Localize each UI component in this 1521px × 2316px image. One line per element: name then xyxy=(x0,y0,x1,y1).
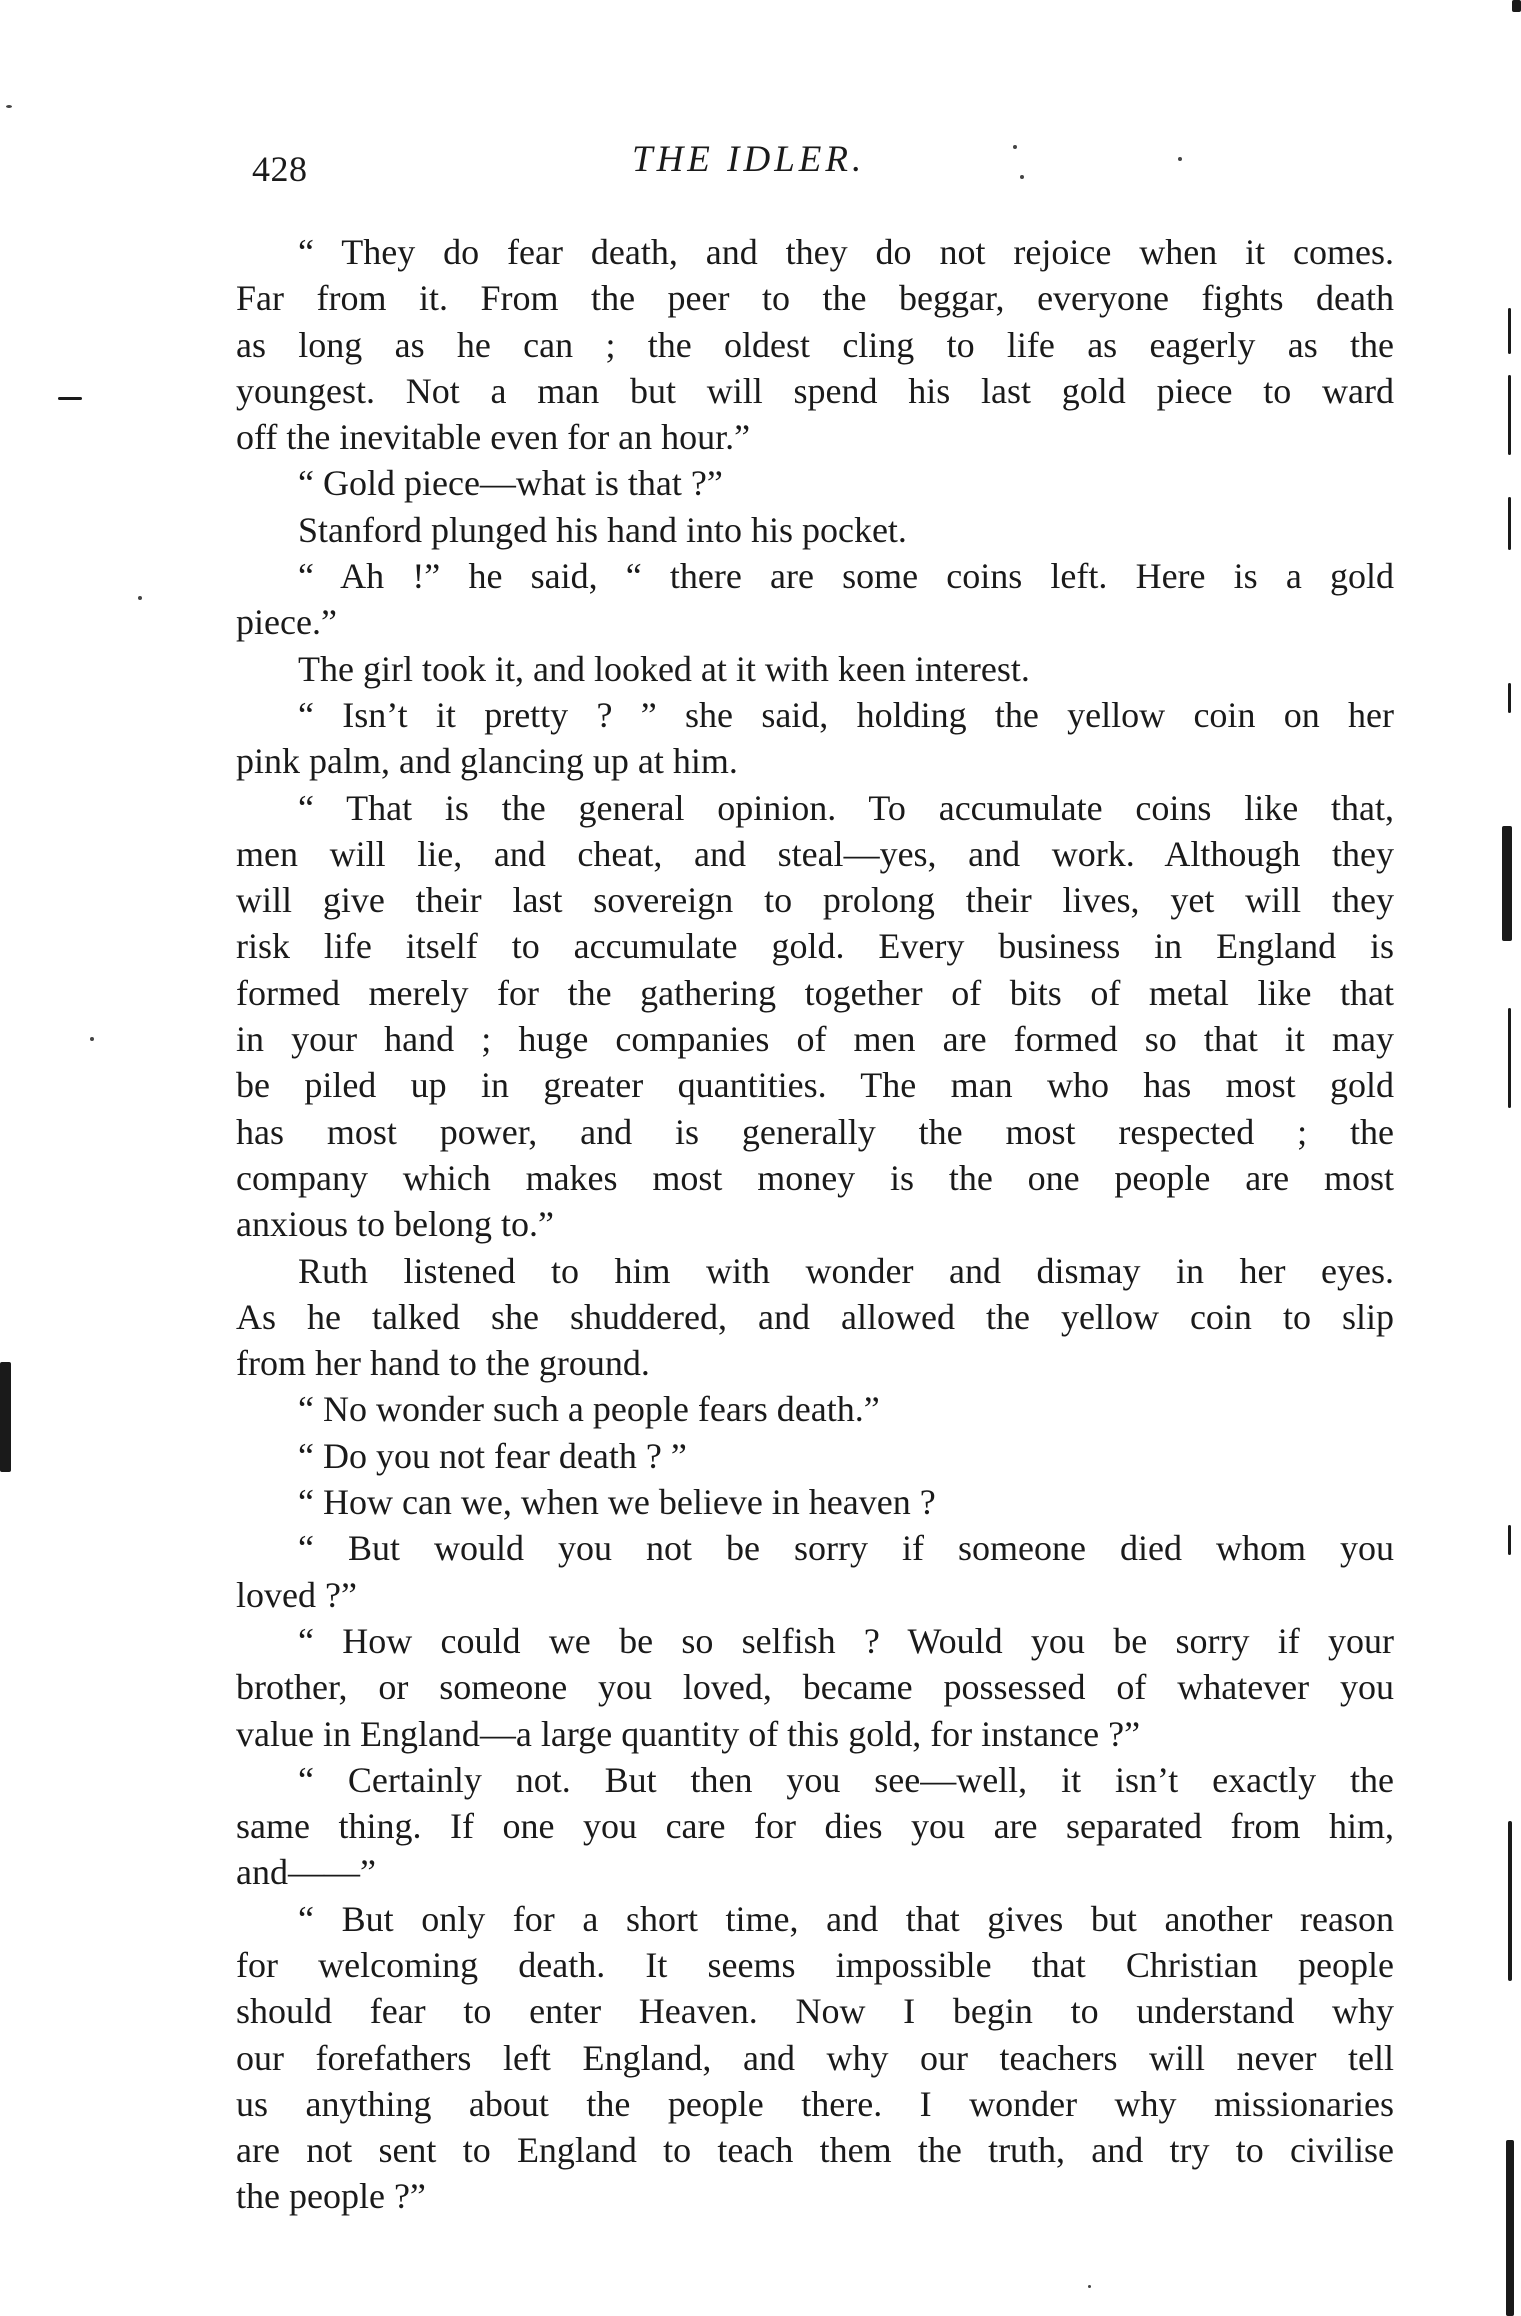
scan-artifact xyxy=(1508,497,1511,550)
text-line: risk life itself to accumulate gold. Every business in England is xyxy=(236,926,1394,967)
text-line: “ How can we, when we believe in heaven ? xyxy=(298,1482,936,1523)
text-line: “ Isn’t it pretty ? ” she said, holding the yellow coin on her xyxy=(298,694,1394,735)
text-line: “ But would you not be sorry if someone died whom you xyxy=(298,1528,1394,1569)
scan-artifact xyxy=(138,596,142,600)
text-line: Stanford plunged his hand into his pocket. xyxy=(298,509,907,550)
text-line: are not sent to England to teach them the truth, and try to civilise xyxy=(236,2130,1394,2171)
text-line: loved ?” xyxy=(236,1574,357,1615)
text-line: company which makes most money is the one people are most xyxy=(236,1157,1394,1198)
text-line: piece.” xyxy=(236,602,337,643)
scan-artifact xyxy=(1508,308,1511,354)
text-line: us anything about the people there. I wonder why missionaries xyxy=(236,2083,1394,2124)
text-line: our forefathers left England, and why our teachers will never tell xyxy=(236,2037,1394,2078)
text-line: for welcoming death. It seems impossible that Christian people xyxy=(236,1944,1394,1985)
scan-artifact xyxy=(1088,2285,1091,2288)
text-line: formed merely for the gathering together of bits of metal like that xyxy=(236,972,1394,1013)
text-line: “ That is the general opinion. To accumulate coins like that, xyxy=(298,787,1394,828)
text-line: men will lie, and cheat, and steal—yes, and work. Although they xyxy=(236,833,1394,874)
text-line: the people ?” xyxy=(236,2176,426,2217)
page-header xyxy=(252,138,1390,198)
scan-artifact xyxy=(1508,683,1511,713)
text-line: “ Do you not fear death ? ” xyxy=(298,1435,687,1476)
text-line: has most power, and is generally the most respected ; the xyxy=(236,1111,1394,1152)
text-line: youngest. Not a man but will spend his last gold piece to ward xyxy=(236,370,1394,411)
text-line: same thing. If one you care for dies you are separated from him, xyxy=(236,1806,1394,1847)
text-line: should fear to enter Heaven. Now I begin to understand why xyxy=(236,1991,1394,2032)
text-line: in your hand ; huge companies of men are formed so that it may xyxy=(236,1019,1394,1060)
text-line: as long as he can ; the oldest cling to life as eagerly as the xyxy=(236,324,1394,365)
text-line: pink palm, and glancing up at him. xyxy=(236,741,738,782)
text-line: be piled up in greater quantities. The man who has most gold xyxy=(236,1065,1394,1106)
text-line: “ Certainly not. But then you see—well, it isn’t exactly the xyxy=(298,1759,1394,1800)
text-line: off the inevitable even for an hour.” xyxy=(236,417,751,458)
scan-artifact xyxy=(1013,145,1017,149)
text-line: As he talked she shuddered, and allowed the yellow coin to slip xyxy=(236,1296,1394,1337)
scan-artifact xyxy=(1508,1821,1512,1981)
text-line: and——” xyxy=(236,1852,376,1893)
text-line: Ruth listened to him with wonder and dismay in her eyes. xyxy=(298,1250,1394,1291)
page-number: 428 xyxy=(252,149,308,189)
text-line: from her hand to the ground. xyxy=(236,1343,650,1384)
scan-artifact xyxy=(58,397,82,400)
text-line: will give their last sovereign to prolong their lives, yet will they xyxy=(236,880,1394,921)
text-line: “ No wonder such a people fears death.” xyxy=(298,1389,880,1430)
scan-artifact xyxy=(1508,1525,1511,1555)
text-line: Far from it. From the peer to the beggar, everyone fights death xyxy=(236,278,1394,319)
scan-artifact xyxy=(1512,0,1521,12)
text-line: brother, or someone you loved, became possessed of whatever you xyxy=(236,1667,1394,1708)
text-line: “ But only for a short time, and that gives but another reason xyxy=(298,1898,1394,1939)
body-text xyxy=(236,229,1394,2220)
text-line: value in England—a large quantity of this gold, for instance ?” xyxy=(236,1713,1141,1754)
text-line: “ Gold piece—what is that ?” xyxy=(298,463,723,504)
scan-artifact xyxy=(0,1362,11,1472)
text-line: “ Ah !” he said, “ there are some coins left. Here is a gold xyxy=(298,556,1394,597)
text-line: “ They do fear death, and they do not rejoice when it comes. xyxy=(298,232,1394,272)
scan-artifact xyxy=(1508,1008,1511,1108)
scan-artifact xyxy=(90,1037,94,1041)
text-line: The girl took it, and looked at it with keen interest. xyxy=(298,648,1030,689)
scan-artifact xyxy=(6,105,12,108)
text-line: anxious to belong to.” xyxy=(236,1204,554,1245)
text-line: “ How could we be so selfish ? Would you be sorry if your xyxy=(298,1620,1394,1661)
scan-artifact xyxy=(1508,375,1511,455)
scan-artifact xyxy=(1502,826,1512,941)
scan-artifact xyxy=(1506,2140,1514,2316)
running-title: THE IDLER. xyxy=(632,139,866,180)
scan-artifact xyxy=(1020,175,1024,179)
scan-artifact xyxy=(1178,157,1182,161)
